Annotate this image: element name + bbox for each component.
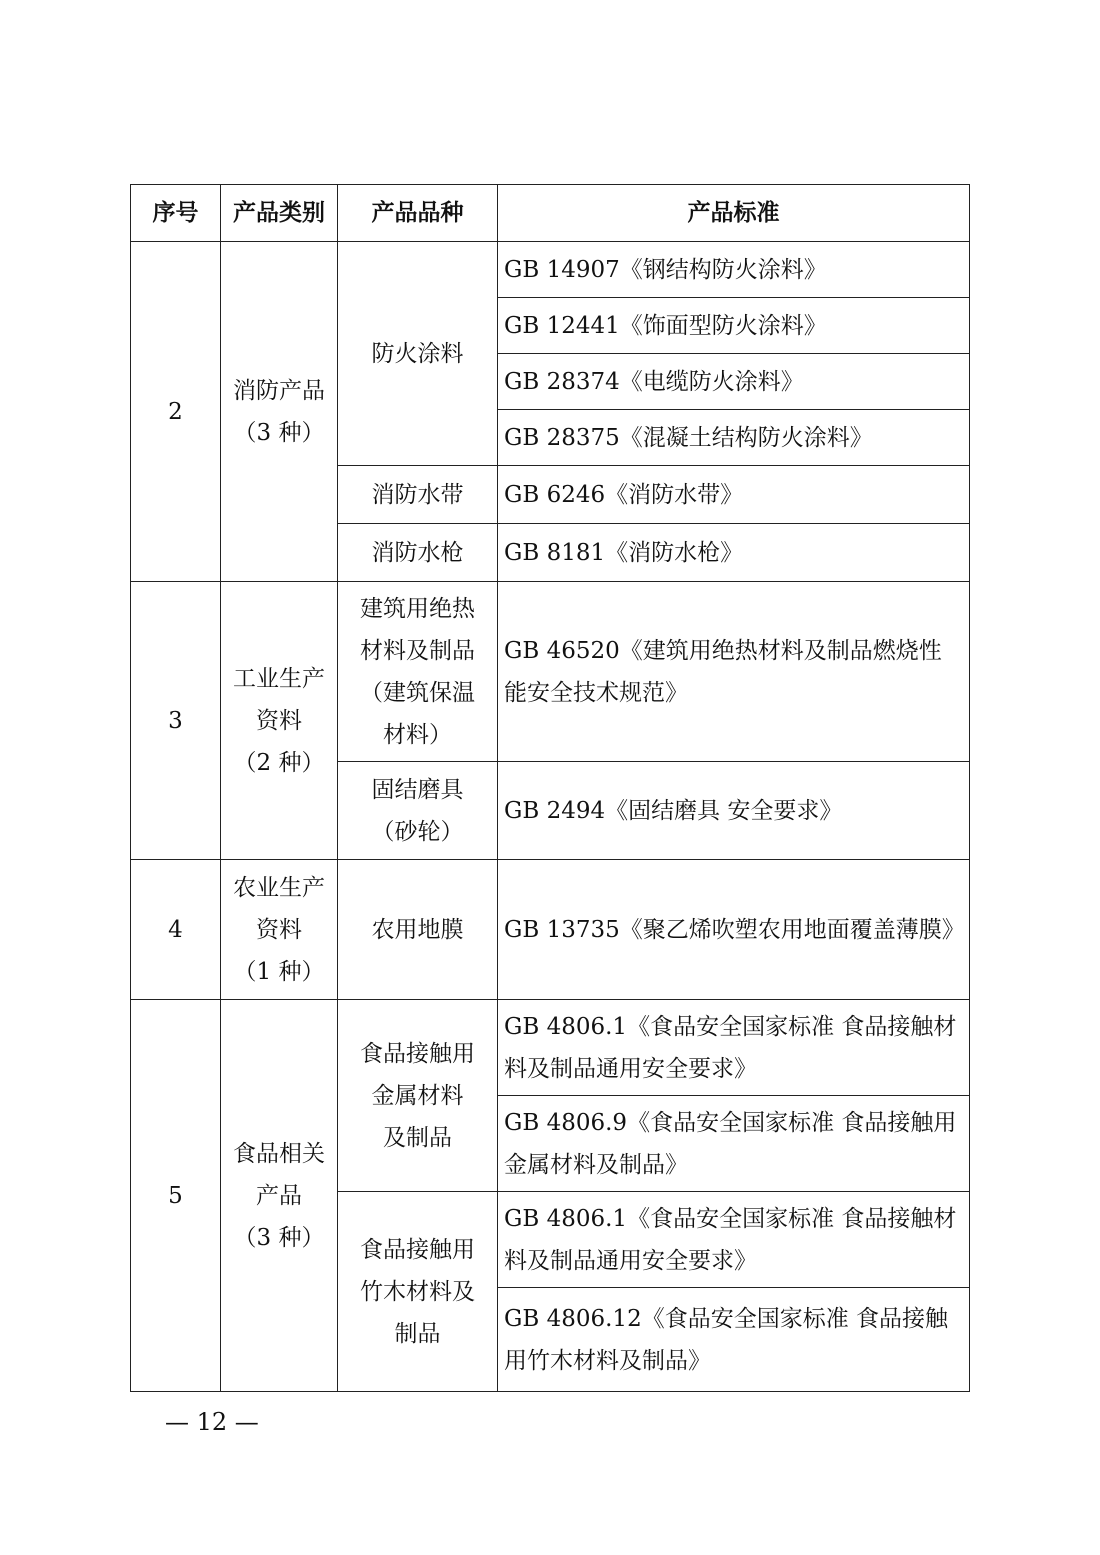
category-cell: 农业生产 资料 （1 种） xyxy=(221,860,338,1000)
table-row xyxy=(131,242,970,298)
variety-cell: 建筑用绝热 材料及制品 （建筑保温 材料） xyxy=(338,582,498,762)
header-variety: 产品品种 xyxy=(338,185,498,242)
variety-cell: 农用地膜 xyxy=(338,860,498,1000)
table-row xyxy=(131,1000,970,1096)
variety-cell: 食品接触用 竹木材料及 制品 xyxy=(338,1192,498,1392)
seq-cell: 5 xyxy=(131,1000,221,1392)
standard-cell: GB 28375《混凝土结构防火涂料》 xyxy=(498,410,970,466)
header-category: 产品类别 xyxy=(221,185,338,242)
standard-cell: GB 4806.1《食品安全国家标准 食品接触材料及制品通用安全要求》 xyxy=(498,1000,970,1096)
standard-cell: GB 28374《电缆防火涂料》 xyxy=(498,354,970,410)
variety-cell: 食品接触用 金属材料 及制品 xyxy=(338,1000,498,1192)
standard-cell: GB 12441《饰面型防火涂料》 xyxy=(498,298,970,354)
standard-cell: GB 14907《钢结构防火涂料》 xyxy=(498,242,970,298)
header-seq: 序号 xyxy=(131,185,221,242)
table-body xyxy=(131,242,970,1392)
table-row xyxy=(131,582,970,762)
category-cell: 工业生产 资料 （2 种） xyxy=(221,582,338,860)
category-cell: 食品相关 产品 （3 种） xyxy=(221,1000,338,1392)
standards-table xyxy=(130,184,970,1392)
category-cell: 消防产品 （3 种） xyxy=(221,242,338,582)
header-row xyxy=(131,185,970,242)
standard-cell: GB 13735《聚乙烯吹塑农用地面覆盖薄膜》 xyxy=(498,860,970,1000)
header-standard: 产品标准 xyxy=(498,185,970,242)
standard-cell: GB 8181《消防水枪》 xyxy=(498,524,970,582)
standard-cell: GB 6246《消防水带》 xyxy=(498,466,970,524)
variety-cell: 消防水带 xyxy=(338,466,498,524)
variety-cell: 固结磨具 （砂轮） xyxy=(338,762,498,860)
standard-cell: GB 4806.1《食品安全国家标准 食品接触材料及制品通用安全要求》 xyxy=(498,1192,970,1288)
standard-cell: GB 2494《固结磨具 安全要求》 xyxy=(498,762,970,860)
standard-cell: GB 4806.12《食品安全国家标准 食品接触用竹木材料及制品》 xyxy=(498,1288,970,1392)
page-number: — 12 — xyxy=(165,1408,259,1436)
seq-cell: 2 xyxy=(131,242,221,582)
standard-cell: GB 46520《建筑用绝热材料及制品燃烧性能安全技术规范》 xyxy=(498,582,970,762)
seq-cell: 4 xyxy=(131,860,221,1000)
standard-cell: GB 4806.9《食品安全国家标准 食品接触用金属材料及制品》 xyxy=(498,1096,970,1192)
variety-cell: 防火涂料 xyxy=(338,242,498,466)
variety-cell: 消防水枪 xyxy=(338,524,498,582)
table-row xyxy=(131,860,970,1000)
seq-cell: 3 xyxy=(131,582,221,860)
